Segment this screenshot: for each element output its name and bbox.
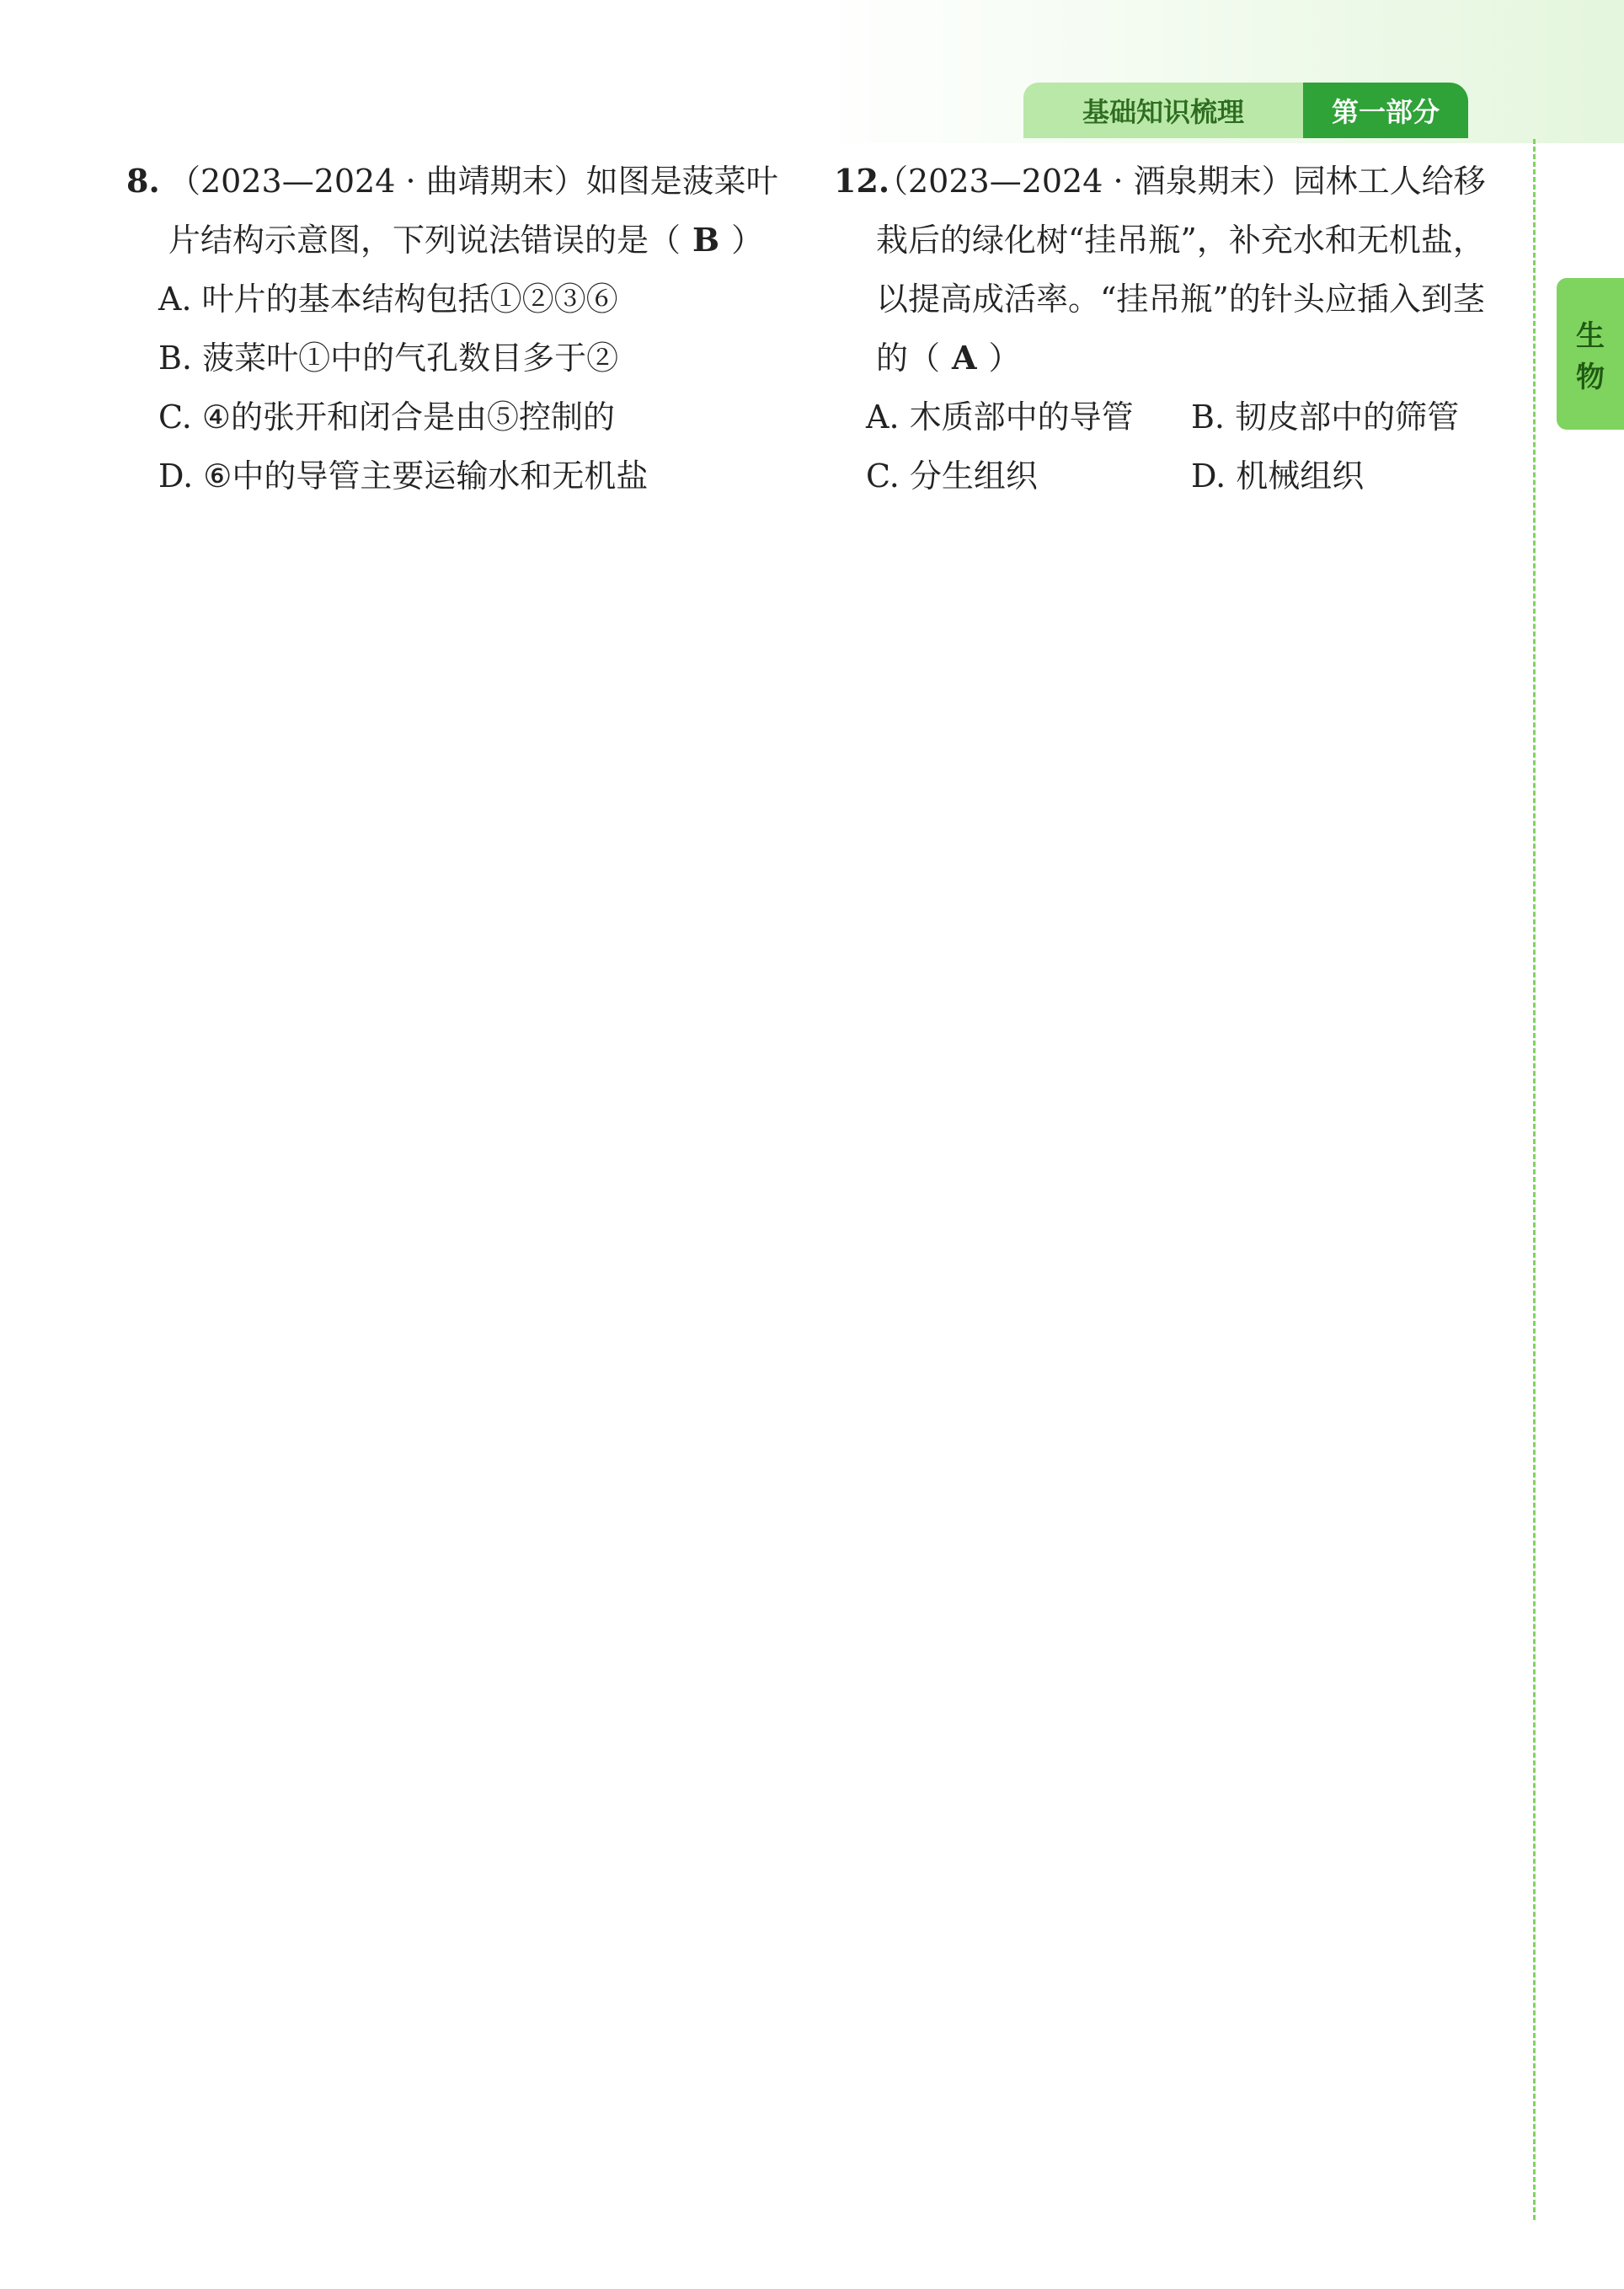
side-tab-char-1: 生	[1576, 319, 1605, 353]
option-a: A. 木质部中的导管	[866, 398, 1134, 436]
right-column	[834, 152, 1516, 505]
header-section-tab: 基础知识梳理	[1023, 83, 1303, 138]
margin-dashed-rule	[1533, 139, 1536, 2220]
page-header	[1023, 83, 1468, 138]
option-c: C. ④的张开和闭合是由⑤控制的	[158, 398, 615, 436]
question-12	[834, 152, 1516, 505]
option-b: B. 韧皮部中的筛管	[1191, 398, 1460, 436]
question-number: 12.	[834, 162, 890, 200]
answer: B	[692, 221, 720, 259]
question-number: 8.	[126, 162, 160, 200]
option-d: D. 机械组织	[1191, 457, 1365, 495]
left-column	[126, 152, 800, 505]
option-c: C. 分生组织	[866, 457, 1038, 495]
side-tab-char-2: 物	[1576, 361, 1605, 394]
question-text: （2023—2024 · 酒泉期末）园林工人给移栽后的绿化树“挂吊瓶”，补充水和无机盐，以提高成活率。“挂吊瓶”的针头应插入到茎的（ A ）	[876, 163, 1486, 377]
question-8	[126, 152, 800, 505]
question-text: （2023—2024 · 曲靖期末）如图是菠菜叶片结构示意图，下列说法错误的是（ B ）	[168, 163, 778, 259]
option-a: A. 叶片的基本结构包括①②③⑥	[158, 281, 618, 318]
options	[158, 270, 800, 505]
option-b: B. 菠菜叶①中的气孔数目多于②	[158, 340, 619, 377]
option-d: D. ⑥中的导管主要运输水和无机盐	[158, 457, 649, 495]
subject-side-tab	[1557, 278, 1624, 430]
options	[866, 388, 1516, 505]
answer: A	[952, 339, 977, 377]
header-part-tab: 第一部分	[1303, 83, 1468, 138]
